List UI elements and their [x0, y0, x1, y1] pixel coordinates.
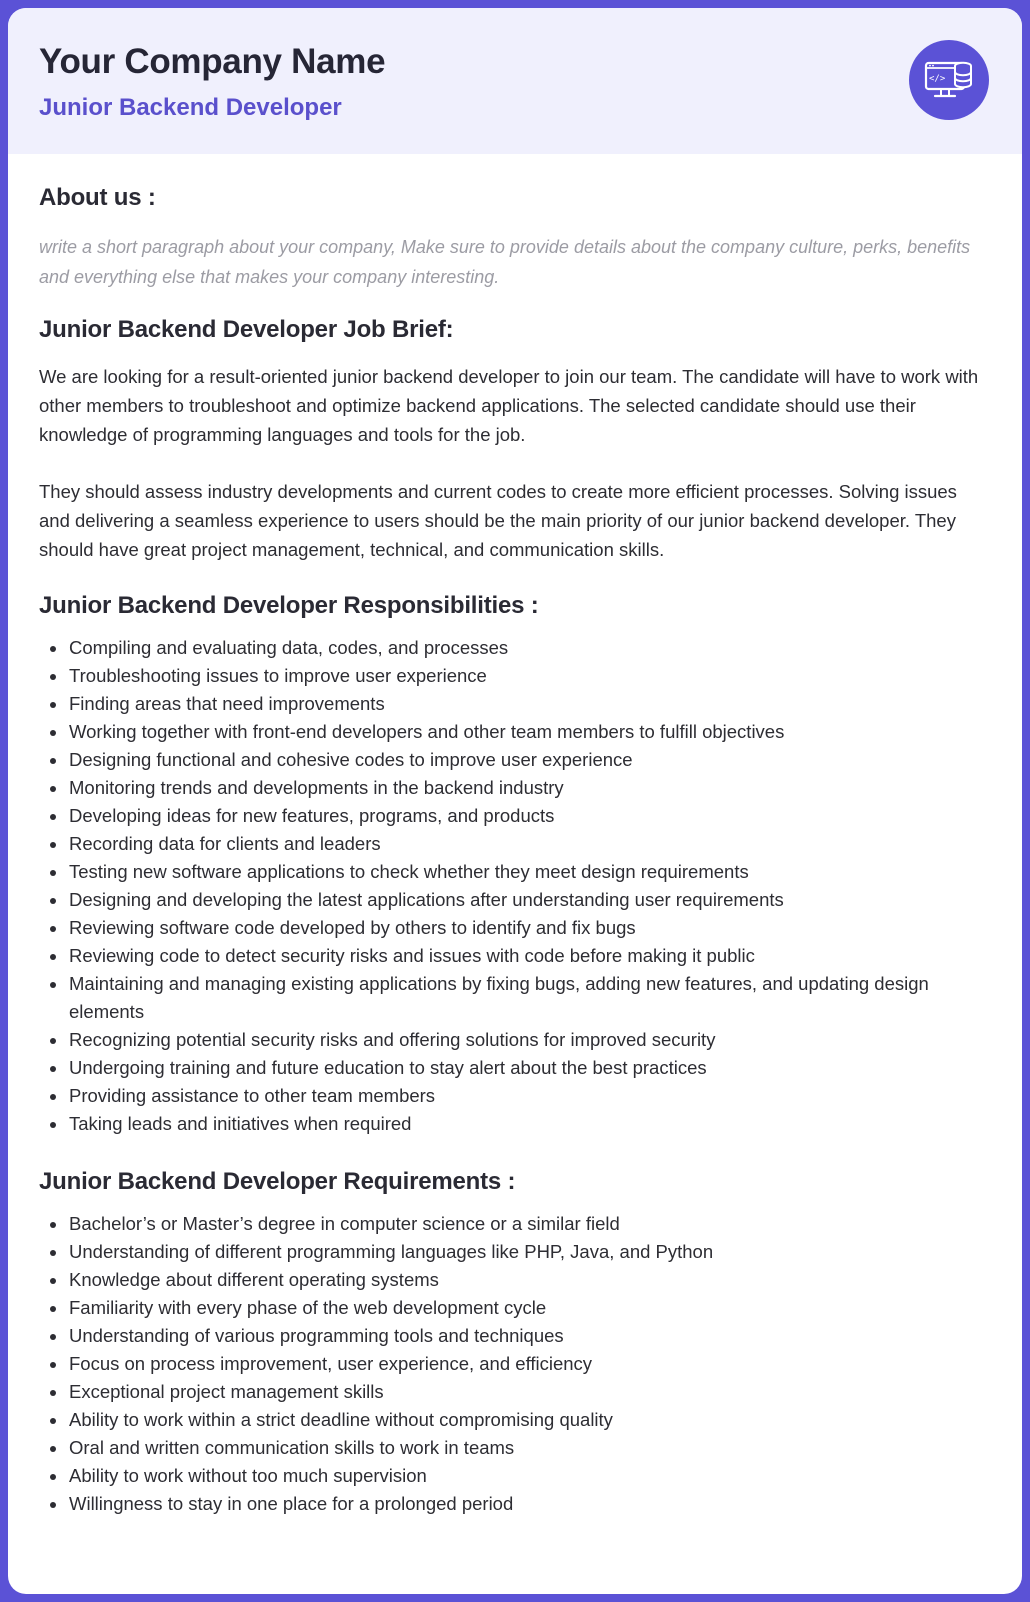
list-item: Developing ideas for new features, programs, and products	[69, 802, 991, 830]
about-placeholder-text: write a short paragraph about your company, Make sure to provide details about the company culture, perks, benefits and everything else that makes your company interesting.	[39, 237, 971, 287]
list-item: Compiling and evaluating data, codes, and processes	[69, 634, 991, 662]
job-description-card	[8, 8, 1022, 1594]
job-brief-heading: Junior Backend Developer Job Brief:	[39, 316, 454, 343]
list-item: Finding areas that need improvements	[69, 690, 991, 718]
list-item: Taking leads and initiatives when required	[69, 1110, 991, 1138]
about-heading: About us :	[39, 184, 156, 211]
list-item: Monitoring trends and developments in the backend industry	[69, 774, 991, 802]
list-item: Designing functional and cohesive codes to improve user experience	[69, 746, 991, 774]
list-item: Troubleshooting issues to improve user experience	[69, 662, 991, 690]
list-item: Working together with front-end developers and other team members to fulfill objectives	[69, 718, 991, 746]
list-item: Understanding of various programming tools and techniques	[69, 1322, 991, 1350]
responsibilities-list	[39, 634, 991, 1138]
job-content	[8, 154, 1022, 1518]
responsibilities-heading: Junior Backend Developer Responsibilities :	[39, 592, 539, 619]
computer-database-icon	[909, 40, 989, 120]
list-item: Willingness to stay in one place for a prolonged period	[69, 1490, 991, 1518]
card-header	[8, 8, 1022, 154]
requirements-heading: Junior Backend Developer Requirements :	[39, 1168, 516, 1195]
list-item: Undergoing training and future education to stay alert about the best practices	[69, 1054, 991, 1082]
list-item: Bachelor’s or Master’s degree in computer science or a similar field	[69, 1210, 991, 1238]
svg-text:</>: </>	[929, 74, 946, 84]
list-item: Providing assistance to other team members	[69, 1082, 991, 1110]
job-title: Junior Backend Developer	[39, 94, 342, 121]
list-item: Reviewing code to detect security risks and issues with code before making it public	[69, 942, 991, 970]
job-brief-paragraph: They should assess industry developments and current codes to create more efficient processes. Solving issues and delivering a seamless experience to users should be the main priority of our junior backend developer. They should have great project management, technical, and communication skills.	[39, 481, 957, 560]
about-section	[39, 154, 991, 292]
list-item: Testing new software applications to check whether they meet design requirements	[69, 858, 991, 886]
list-item: Maintaining and managing existing applications by fixing bugs, adding new features, and updating design elements	[69, 970, 991, 1026]
job-brief-section	[39, 316, 991, 564]
requirements-list	[39, 1210, 991, 1518]
list-item: Ability to work without too much supervision	[69, 1462, 991, 1490]
list-item: Exceptional project management skills	[69, 1378, 991, 1406]
job-brief-paragraph: We are looking for a result-oriented junior backend developer to join our team. The candidate will have to work with other members to troubleshoot and optimize backend applications. The selected candidate should use their knowledge of programming languages and tools for the job.	[39, 366, 979, 445]
list-item: Ability to work within a strict deadline without compromising quality	[69, 1406, 991, 1434]
list-item: Recognizing potential security risks and offering solutions for improved security	[69, 1026, 991, 1054]
list-item: Oral and written communication skills to work in teams	[69, 1434, 991, 1462]
responsibilities-section	[39, 592, 991, 1138]
list-item: Familiarity with every phase of the web development cycle	[69, 1294, 991, 1322]
company-name: Your Company Name	[39, 42, 386, 81]
list-item: Reviewing software code developed by others to identify and fix bugs	[69, 914, 991, 942]
list-item: Knowledge about different operating systems	[69, 1266, 991, 1294]
list-item: Focus on process improvement, user experience, and efficiency	[69, 1350, 991, 1378]
requirements-section	[39, 1168, 991, 1518]
list-item: Designing and developing the latest applications after understanding user requirements	[69, 886, 991, 914]
list-item: Recording data for clients and leaders	[69, 830, 991, 858]
list-item: Understanding of different programming languages like PHP, Java, and Python	[69, 1238, 991, 1266]
